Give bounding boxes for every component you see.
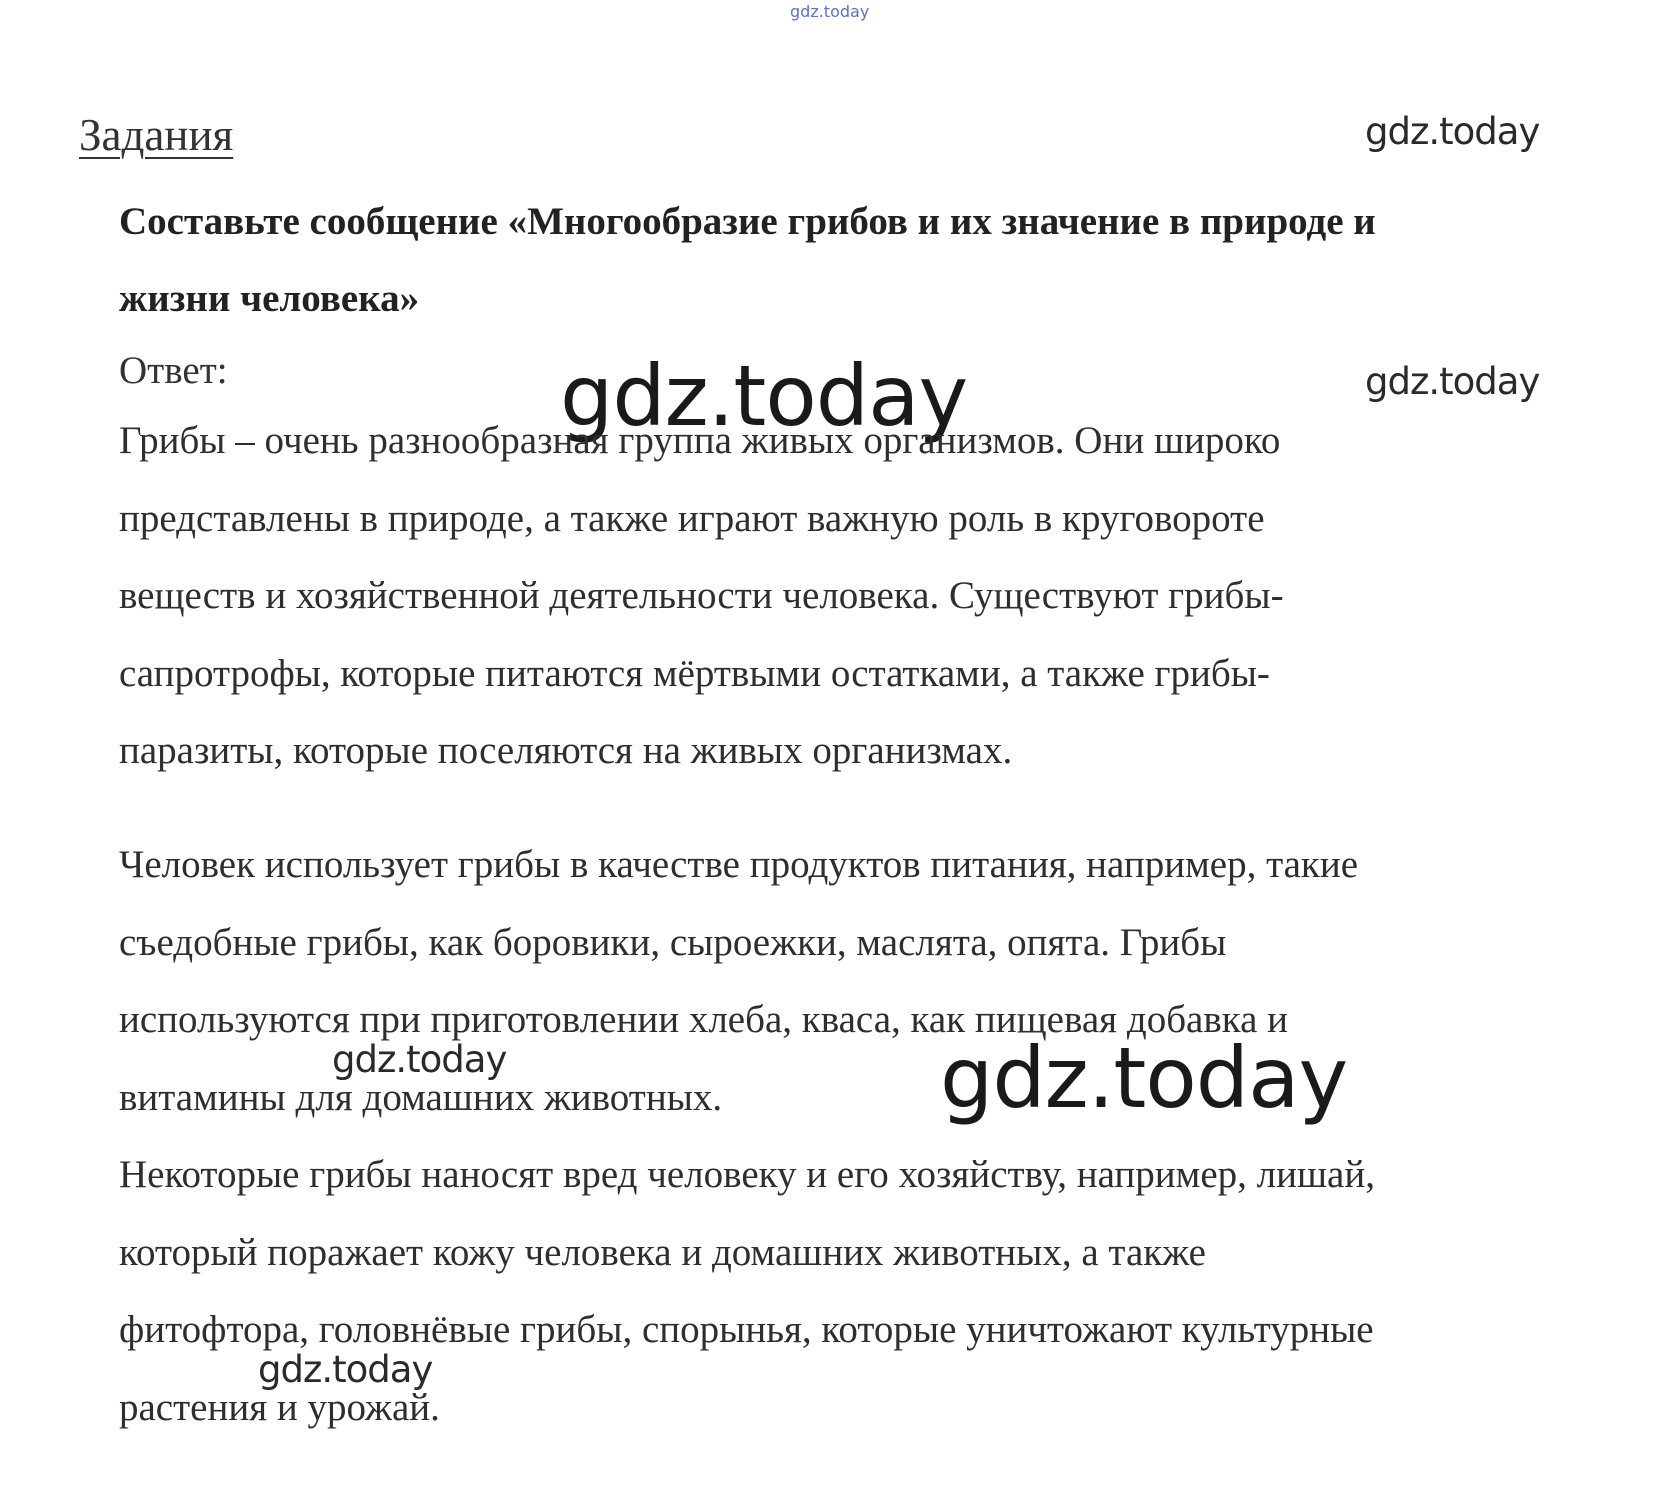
paragraph-line: растения и урожай. xyxy=(119,1385,440,1429)
paragraph-line: Грибы – очень разнообразная группа живых организмов. Они широко xyxy=(119,419,1281,462)
paragraph-line: представлены в природе, а также играют важную роль в круговороте xyxy=(119,496,1265,540)
watermark-right-1: gdz.today xyxy=(1365,110,1540,153)
paragraph-line: веществ и хозяйственной деятельности человека. Существуют грибы- xyxy=(119,574,1284,617)
watermark-large-2: gdz.today xyxy=(940,1029,1348,1127)
watermark-large-1: gdz.today xyxy=(560,347,968,445)
paragraph-line: витамины для домашних животных. xyxy=(119,1075,723,1119)
watermark-top: gdz.today xyxy=(790,2,870,21)
watermark-small-2: gdz.today xyxy=(258,1348,433,1391)
paragraph-line: фитофтора, головнёвые грибы, спорынья, которые уничтожают культурные xyxy=(119,1308,1374,1351)
answer-paragraph-1 xyxy=(119,402,1579,790)
answer-label: Ответ: xyxy=(119,349,228,392)
answer-paragraph-3 xyxy=(119,1136,1579,1446)
task-line: Составьте сообщение «Многообразие грибов и их значение в природе и xyxy=(119,200,1376,243)
answer-paragraph-2 xyxy=(119,826,1579,1136)
watermark-small-1: gdz.today xyxy=(332,1038,507,1081)
paragraph-line: Человек использует грибы в качестве продуктов питания, например, такие xyxy=(119,843,1359,886)
task-statement xyxy=(119,183,1589,337)
paragraph-line: который поражает кожу человека и домашних животных, а также xyxy=(119,1230,1206,1274)
paragraph-line: Некоторые грибы наносят вред человеку и его хозяйству, например, лишай, xyxy=(119,1153,1375,1196)
paragraph-line: паразиты, которые поселяются на живых организмах. xyxy=(119,729,1013,772)
task-line: жизни человека» xyxy=(119,277,420,320)
paragraph-line: сапротрофы, которые питаются мёртвыми остатками, а также грибы- xyxy=(119,651,1270,695)
watermark-right-2: gdz.today xyxy=(1365,360,1540,403)
paragraph-line: используются при приготовлении хлеба, кваса, как пищевая добавка и xyxy=(119,998,1289,1041)
paragraph-line: съедобные грибы, как боровики, сыроежки, маслята, опята. Грибы xyxy=(119,920,1227,964)
section-title: Задания xyxy=(79,110,234,160)
